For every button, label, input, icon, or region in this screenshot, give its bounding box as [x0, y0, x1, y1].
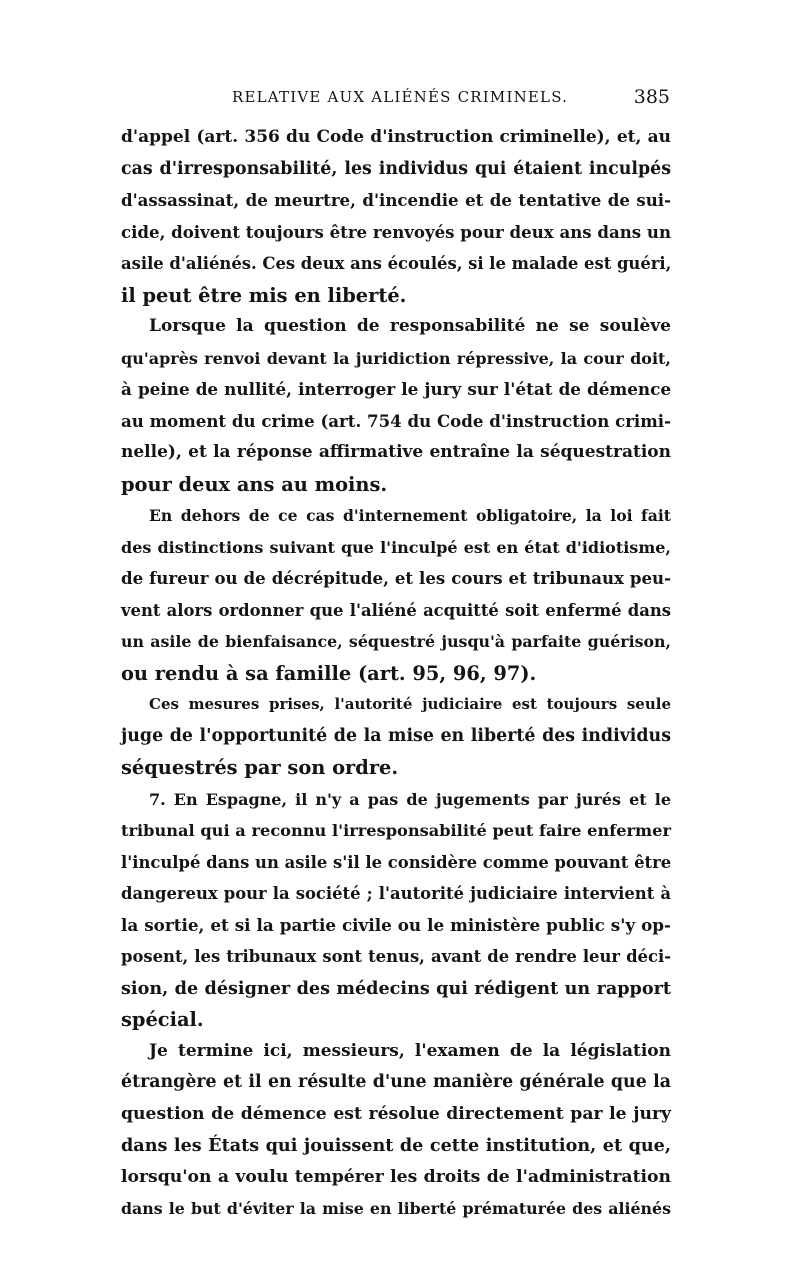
text-line: asile d'aliénés. Ces deux ans écoulés, si le malade est guéri,	[121, 254, 672, 273]
text-line: ou rendu à sa famille (art. 95, 96, 97).	[121, 661, 537, 685]
text-line: spécial.	[121, 1008, 204, 1031]
text-line: posent, les tribunaux sont tenus, avant de rendre leur déci-	[121, 947, 671, 966]
text-line: d'assassinat, de meurtre, d'incendie et de tentative de sui-	[121, 190, 671, 210]
text-line: l'inculpé dans un asile s'il le considère comme pouvant être	[121, 852, 672, 872]
text-line: pour deux ans au moins.	[121, 472, 388, 496]
running-title: RELATIVE AUX ALIÉNÉS CRIMINELS.	[232, 88, 569, 106]
text-line: juge de l'opportunité de la mise en liberté des individus	[121, 725, 671, 746]
text-line: dans le but d'éviter la mise en liberté prématurée des aliénés	[121, 1199, 671, 1218]
text-line: dangereux pour la société ; l'autorité judiciaire intervient à	[121, 884, 671, 903]
text-line: question de démence est résolue directement par le jury	[121, 1103, 671, 1124]
text-line: En dehors de ce cas d'internement obligatoire, la loi fait	[149, 506, 671, 525]
text-line: tribunal qui a reconnu l'irresponsabilité peut faire enfermer	[121, 821, 671, 840]
text-line: la sortie, et si la partie civile ou le ministère public s'y op-	[121, 914, 671, 935]
text-line: Lorsque la question de responsabilité ne se soulève	[149, 316, 671, 336]
text-line: Je termine ici, messieurs, l'examen de la législation	[149, 1040, 671, 1061]
page-number: 385	[633, 86, 670, 108]
text-line: cas d'irresponsabilité, les individus qui étaient inculpés	[121, 158, 671, 179]
text-line: d'appel (art. 356 du Code d'instruction criminelle), et, au	[121, 127, 671, 147]
body-text	[121, 122, 671, 1225]
text-line: 7. En Espagne, il n'y a pas de jugements par jurés et le	[149, 789, 671, 809]
text-line: qu'après renvoi devant la juridiction répressive, la cour doit,	[121, 348, 671, 368]
text-line: de fureur ou de décrépitude, et les cours et tribunaux peu-	[121, 568, 671, 588]
text-line: sion, de désigner des médecins qui rédigent un rapport	[121, 977, 671, 999]
text-line: lorsqu'on a voulu tempérer les droits de l'administration	[121, 1166, 671, 1187]
text-line: à peine de nullité, interroger le jury sur l'état de démence	[121, 379, 671, 399]
text-line: des distinctions suivant que l'inculpé est en état d'idiotisme,	[121, 537, 671, 557]
text-line: un asile de bienfaisance, séquestré jusqu'à parfaite guérison,	[121, 632, 671, 651]
text-line: au moment du crime (art. 754 du Code d'instruction crimi-	[121, 410, 671, 431]
running-head	[120, 88, 670, 112]
text-line: Ces mesures prises, l'autorité judiciaire est toujours seule	[149, 695, 671, 713]
text-line: vent alors ordonner que l'aliéné acquitté soit enfermé dans	[121, 600, 671, 620]
text-line: séquestrés par son ordre.	[121, 756, 399, 779]
text-line: cide, doivent toujours être renvoyés pour deux ans dans un	[121, 221, 672, 242]
text-line: dans les États qui jouissent de cette institution, et que,	[121, 1135, 671, 1156]
text-line: nelle), et la réponse affirmative entraîne la séquestration	[121, 442, 671, 462]
text-line: étrangère et il en résulte d'une manière générale que la	[121, 1072, 671, 1092]
text-line: il peut être mis en liberté.	[121, 283, 407, 307]
